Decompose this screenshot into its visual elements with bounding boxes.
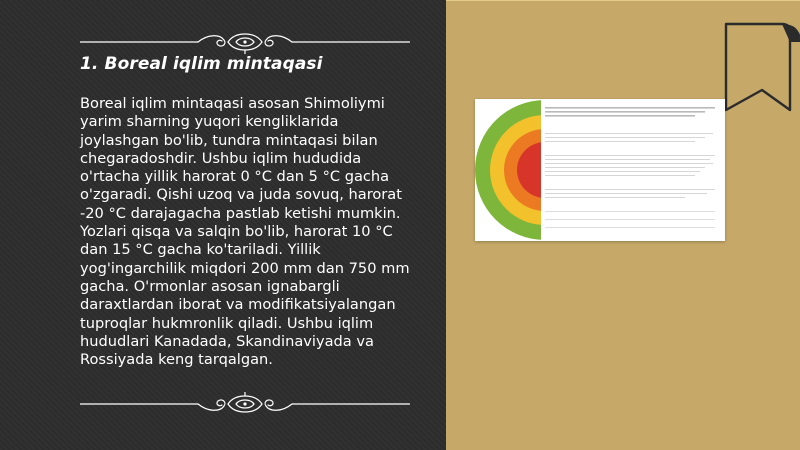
slide-title: 1. Boreal iqlim mintaqasi (80, 54, 323, 74)
bookmark-ribbon-icon (718, 18, 800, 118)
ornament-divider-top-icon (80, 30, 410, 54)
slide-body-text: Boreal iqlim mintaqasi asosan Shimoliymi yarim sharning yuqori kengliklarida joylashgan bo'lib, tundra mintaqasi bilan chegaradoshdir. Ushbu iqlim hududida o'rtacha yillik harorat 0 °C dan 5 °C gacha o'zgaradi. Qishi uzoq va juda sovuq, harorat -20 °C darajagacha pastlab ketishi mumkin. Yozlari qisqa va salqin bo'lib, harorat 10 °C dan 15 °C gacha ko'tariladi. Yillik yog'ingarchilik miqdori 200 mm dan 750 mm gacha. O'rmonlar asosan ignabargli daraxtlardan iborat va modifikatsiyalangan tuproqlar hukmronlik qiladi. Ushbu iqlim hududlari Kanadada, Skandinaviyada va Rossiyada keng tarqalgan. (80, 95, 410, 369)
ornament-divider-bottom-icon (80, 392, 410, 416)
climate-infographic-image (475, 99, 725, 241)
top-accent-line (446, 0, 800, 1)
